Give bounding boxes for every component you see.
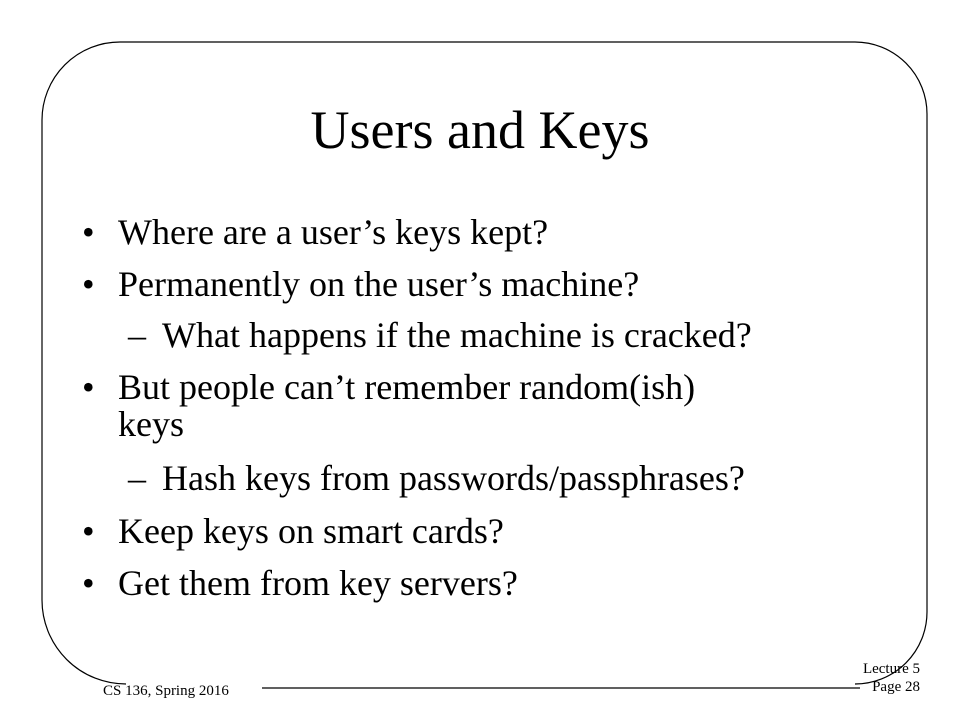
bullet-continuation-text: keys (118, 404, 184, 444)
bullet-item (82, 212, 549, 252)
bullet-text: Permanently on the user’s machine? (118, 264, 640, 304)
page-info (863, 660, 920, 696)
bullet-text: But people can’t remember random(ish) (118, 367, 696, 407)
bullet-marker: • (82, 511, 95, 551)
slide-title: Users and Keys (310, 100, 650, 160)
bullet-marker: • (82, 367, 95, 407)
bullet-text: Keep keys on smart cards? (118, 511, 504, 551)
sub-bullet-marker: – (128, 315, 146, 355)
lecture-label: Lecture 5 (862, 661, 920, 677)
sub-bullet-item (128, 458, 745, 498)
bullet-marker: • (82, 264, 95, 304)
sub-bullet-marker: – (128, 458, 146, 498)
bullet-item (82, 367, 696, 407)
bullet-marker: • (82, 212, 95, 252)
bullet-marker: • (82, 563, 95, 603)
sub-bullet-text: Hash keys from passwords/passphrases? (162, 458, 745, 498)
sub-bullet-text: What happens if the machine is cracked? (162, 315, 752, 355)
sub-bullet-item (128, 315, 752, 355)
bullet-text: Get them from key servers? (118, 563, 518, 603)
bullet-text: Where are a user’s keys kept? (118, 212, 549, 252)
bullet-item (82, 563, 518, 603)
page-number: Page 28 (872, 679, 920, 695)
bullet-continuation (118, 406, 184, 442)
course-label: CS 136, Spring 2016 (103, 683, 229, 699)
bullet-item (82, 264, 640, 304)
bullet-item (82, 511, 504, 551)
